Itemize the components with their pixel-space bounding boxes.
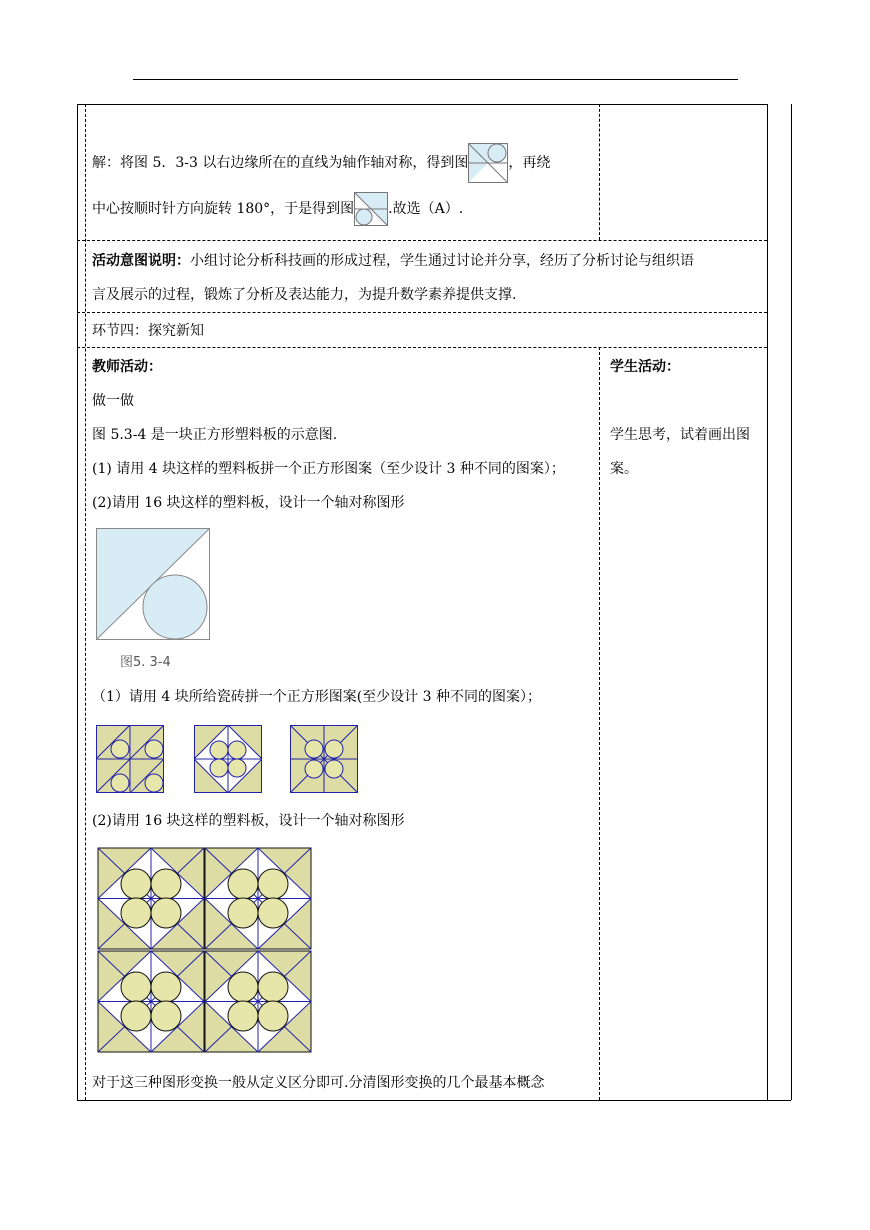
teacher-line-5: （1）请用 4 块所给瓷砖拼一个正方形图案(至少设计 3 种不同的图案）； (92, 689, 541, 705)
row-divider-1 (77, 240, 767, 241)
figure-caption: 图5. 3-4 (120, 655, 171, 670)
header-rule (133, 79, 738, 80)
row-divider-3 (77, 347, 767, 348)
table-border-left (77, 104, 78, 1100)
figure-5-3-4 (96, 528, 210, 640)
teacher-line-7: 对于这三种图形变换一般从定义区分即可.分清图形变换的几个最基本概念 (92, 1075, 545, 1091)
pattern-16-tiles (97, 847, 313, 1053)
table-inner-left (85, 104, 86, 1100)
column-divider-main (599, 347, 600, 1100)
solution-figure-2 (354, 192, 388, 226)
pattern-a (96, 725, 164, 793)
table-top (77, 104, 767, 105)
table-inner-right (767, 104, 768, 1100)
pattern-b (194, 725, 262, 793)
pattern-c (290, 725, 358, 793)
student-line-1: 学生思考，试着画出图 (610, 427, 750, 443)
teacher-line-4: (2)请用 16 块这样的塑料板，设计一个轴对称图形 (92, 495, 405, 511)
row-divider-2 (77, 312, 767, 313)
column-divider-top (599, 104, 600, 240)
teacher-line-2: 图 5.3-4 是一块正方形塑料板的示意图. (92, 427, 338, 443)
teacher-line-3: (1) 请用 4 块这样的塑料板拼一个正方形图案（至少设计 3 种不同的图案）； (92, 461, 565, 477)
solution-figure-1 (468, 143, 508, 183)
solution-line-1: 解：将图 5．3-3 以右边缘所在的直线为轴作轴对称，得到图 ，再绕 (92, 140, 550, 186)
teacher-line-6: (2)请用 16 块这样的塑料板，设计一个轴对称图形 (92, 813, 405, 829)
section-title: 环节四：探究新知 (92, 323, 204, 339)
intent-line-1: 活动意图说明：小组讨论分析科技画的形成过程，学生通过讨论并分享，经历了分析讨论与组织语 (92, 253, 694, 269)
table-border-right (791, 104, 792, 1100)
student-line-2: 案。 (610, 461, 638, 477)
intent-line-2: 言及展示的过程，锻炼了分析及表达能力，为提升数学素养提供支撑. (92, 287, 517, 303)
teacher-line-1: 做一做 (92, 393, 134, 409)
teacher-label: 教师活动： (92, 359, 162, 375)
student-label: 学生活动： (610, 359, 680, 375)
table-bottom (77, 1100, 791, 1101)
solution-line-2: 中心按顺时针方向旋转 180°，于是得到图 .故选（A）. (92, 186, 463, 232)
